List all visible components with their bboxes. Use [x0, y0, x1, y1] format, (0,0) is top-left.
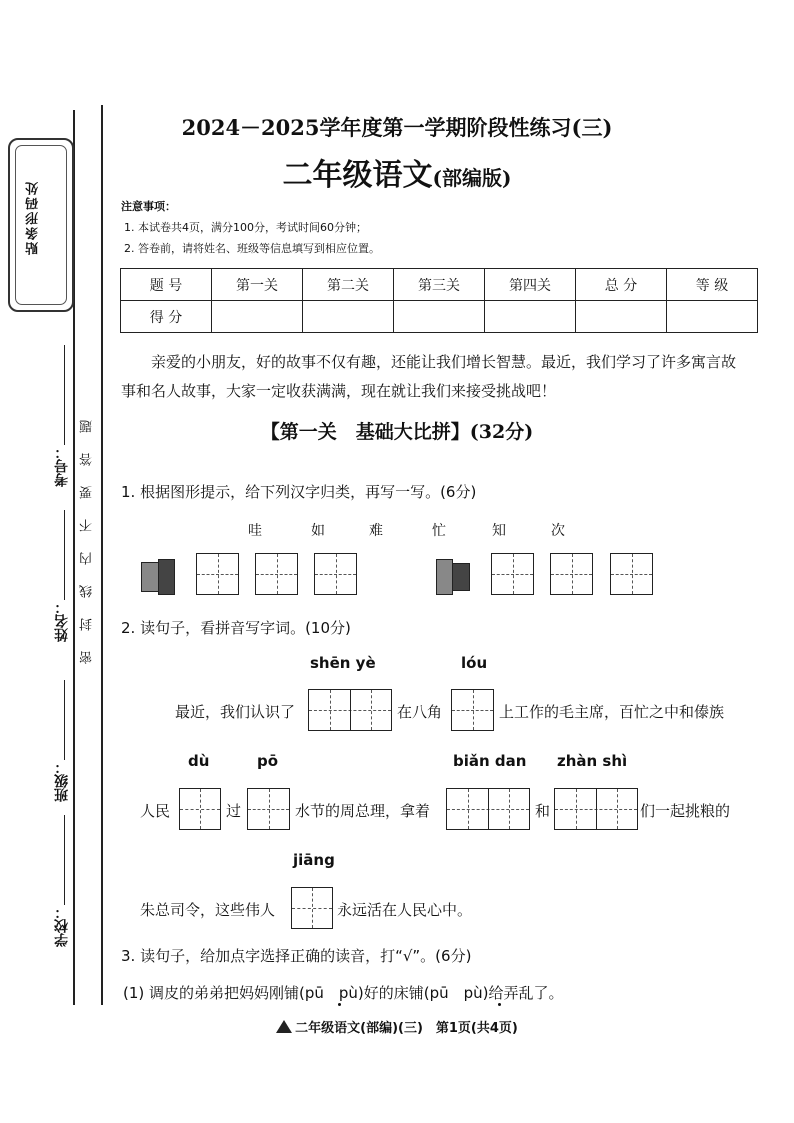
- left-right-structure-icon-2: [436, 559, 470, 595]
- header-cell: 第三关: [394, 269, 485, 301]
- q1-char: 次: [551, 523, 565, 539]
- q2-line1-a: 最近，我们认识了: [175, 703, 296, 721]
- writing-box-biandan[interactable]: [446, 788, 530, 830]
- logo-icon: [276, 1020, 292, 1033]
- score-cell[interactable]: [303, 301, 394, 333]
- header-cell: 总 分: [576, 269, 667, 301]
- q1-char: 忙: [432, 523, 446, 539]
- header-cell: 第四关: [485, 269, 576, 301]
- writing-box-du[interactable]: [179, 788, 221, 830]
- edition-label: (部编版): [432, 166, 512, 190]
- q2-line1-b: 在八角: [397, 703, 443, 721]
- page-footer: [0, 1017, 794, 1036]
- writing-box[interactable]: [610, 553, 653, 595]
- q1-char: 哇: [248, 523, 262, 539]
- subject-title: [0, 150, 794, 194]
- exam-title: 2024－2025学年度第一学期阶段性练习(三): [181, 115, 613, 140]
- pinyin-po: pō: [257, 752, 279, 770]
- name-label: 姓名：: [54, 600, 70, 642]
- header-cell: 等 级: [667, 269, 758, 301]
- q2-line1-c: 上工作的毛主席，百忙之中和傣族: [499, 703, 725, 721]
- class-field[interactable]: [64, 680, 65, 760]
- q2-line3-a: 朱总司令，这些伟人: [140, 901, 276, 919]
- subject-name: 二年级语文: [282, 158, 433, 193]
- writing-box-zhanshi[interactable]: [554, 788, 638, 830]
- q1-prompt: 1. 根据图形提示，给下列汉字归类，再写一写。(6分): [121, 483, 477, 501]
- pinyin-biandan: biǎn dan: [453, 752, 527, 770]
- q1-char: 如: [311, 523, 325, 539]
- notes: [121, 196, 380, 259]
- school-label: 学校：: [54, 905, 70, 947]
- q1-char: 知: [492, 523, 506, 539]
- score-table-header-row: [121, 269, 758, 301]
- notes-item: 2. 答卷前，请将姓名、班级等信息填写到相应位置。: [124, 242, 380, 255]
- header-cell: 第一关: [212, 269, 303, 301]
- score-row-label: 得 分: [121, 301, 212, 333]
- class-label: 班级：: [54, 760, 70, 802]
- score-cell[interactable]: [485, 301, 576, 333]
- writing-box-jiang[interactable]: [291, 887, 333, 929]
- pinyin-jiang: jiāng: [293, 851, 335, 869]
- q2-line2-b: 过: [226, 802, 242, 820]
- school-field[interactable]: [64, 815, 65, 905]
- pinyin-lou: lóu: [461, 654, 488, 672]
- binding-line-right: [101, 105, 103, 1005]
- name-field[interactable]: [64, 510, 65, 600]
- section-title: 【第一关 基础大比拼】(32分): [260, 421, 534, 443]
- notes-item: 1. 本试卷共4页，满分100分，考试时间60分钟；: [124, 221, 367, 234]
- emphasis-dot: [338, 1003, 341, 1006]
- left-right-structure-icon: [141, 559, 175, 595]
- score-table-score-row: [121, 301, 758, 333]
- writing-box-po[interactable]: [247, 788, 290, 830]
- writing-box[interactable]: [314, 553, 357, 595]
- pinyin-zhanshi: zhàn shì: [557, 752, 628, 770]
- q2-line2-d: 和: [535, 802, 551, 820]
- writing-box[interactable]: [491, 553, 534, 595]
- barcode-label: 贴条形码处: [26, 180, 41, 255]
- exam-no-label: 考号：: [54, 445, 70, 487]
- q2-line3-b: 永远活在人民心中。: [337, 901, 473, 919]
- intro-paragraph: 亲爱的小朋友，好的故事不仅有趣，还能让我们增长智慧。最近，我们学习了许多寓言故事和名人故事，大家一定收获满满，现在就让我们来接受挑战吧！: [121, 353, 737, 400]
- q2-line2-a: 人民: [140, 802, 171, 820]
- seal-text: 密封线内不要答题: [80, 400, 95, 664]
- writing-box-shenye[interactable]: [308, 689, 392, 731]
- q1-char: 难: [369, 523, 383, 539]
- writing-box-lou[interactable]: [451, 689, 494, 731]
- q3-item1: (1) 调皮的弟弟把妈妈刚铺(pū pù)好的床铺(pū pù)给弄乱了。: [123, 984, 564, 1002]
- q2-line2-e: 们一起挑粮的: [640, 802, 731, 820]
- score-cell[interactable]: [667, 301, 758, 333]
- score-cell[interactable]: [212, 301, 303, 333]
- header-cell: 题 号: [121, 269, 212, 301]
- score-cell[interactable]: [394, 301, 485, 333]
- footer-text: 二年级语文(部编)(三) 第1页(共4页): [295, 1021, 518, 1036]
- pinyin-du: dù: [188, 752, 210, 770]
- writing-box[interactable]: [196, 553, 239, 595]
- score-cell[interactable]: [576, 301, 667, 333]
- emphasis-dot: [498, 1003, 501, 1006]
- score-table: [120, 268, 758, 333]
- writing-box[interactable]: [550, 553, 593, 595]
- pinyin-shenye: shēn yè: [310, 654, 376, 672]
- q2-line2-c: 水节的周总理，拿着: [295, 802, 431, 820]
- writing-box[interactable]: [255, 553, 298, 595]
- q2-prompt: 2. 读句子，看拼音写字词。(10分): [121, 619, 351, 637]
- q3-prompt: 3. 读句子，给加点字选择正确的读音，打“√”。(6分): [121, 947, 472, 965]
- header-cell: 第二关: [303, 269, 394, 301]
- notes-heading: 注意事项：: [121, 200, 176, 213]
